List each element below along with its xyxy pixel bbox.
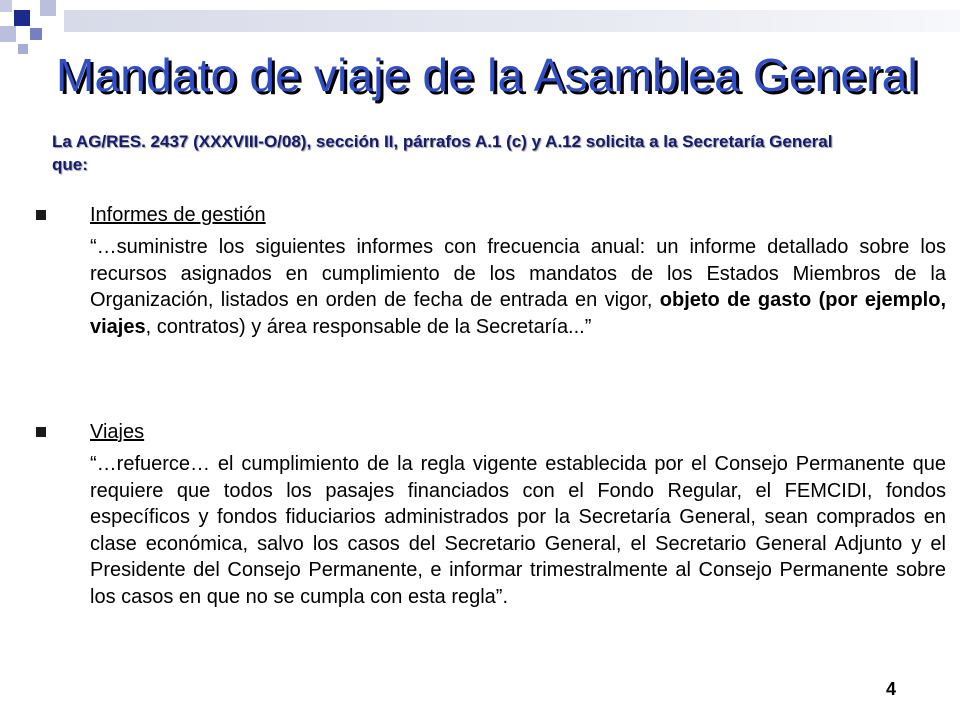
section-heading-text: Informes de gestión bbox=[90, 204, 266, 226]
corner-square bbox=[0, 0, 12, 12]
quote-text-end: , contratos) y área responsable de la Secretaría...” bbox=[145, 315, 592, 338]
square-bullet-icon bbox=[36, 427, 46, 437]
section-heading bbox=[36, 419, 946, 445]
section-quote: “…refuerce… el cumplimiento de la regla vigente establecida por el Consejo Permanente que requiere que todos los pasajes financiados con el Fondo Regular, el FEMCIDI, fondos específicos y fondos fiduciarios administrados por la Secretaría General, sean comprados en clase económica, salvo los casos del Secretario General, el Secretario General Adjunto y el Presidente del Consejo Permanente, e informar trimestralmente al Consejo Permanente sobre los casos en que no se cumpla con esta regla”. bbox=[90, 453, 946, 608]
square-bullet-icon bbox=[36, 210, 46, 220]
header-bar bbox=[64, 10, 960, 32]
corner-square bbox=[0, 26, 16, 42]
section-heading-text: Viajes bbox=[90, 421, 145, 443]
quote-text-start: “…suministre los siguientes informes con frecuencia anual: un informe detallado sobre los recursos asignados en cumplimiento de los mandatos de los Estados Miembros de la Organización, listados en orden de fecha de entrada en vigor, bbox=[90, 236, 946, 311]
section-informes bbox=[36, 202, 946, 340]
slide-subtitle: La AG/RES. 2437 (XXXVIII-O/08), sección II, párrafos A.1 (c) y A.12 solicita a la Secretaría General que: bbox=[52, 132, 833, 174]
quote-bold-text: objeto de gasto (por ejemplo, viajes bbox=[90, 289, 947, 338]
page-number: 4 bbox=[886, 679, 897, 699]
corner-square bbox=[14, 10, 30, 26]
section-quote bbox=[90, 234, 946, 340]
section-viajes bbox=[36, 419, 946, 610]
corner-square bbox=[18, 44, 28, 54]
corner-decoration bbox=[0, 0, 60, 60]
slide-title: Mandato de viaje de la Asamblea General bbox=[56, 49, 918, 101]
corner-square bbox=[40, 0, 56, 16]
section-heading bbox=[36, 202, 946, 228]
corner-square bbox=[30, 28, 42, 40]
